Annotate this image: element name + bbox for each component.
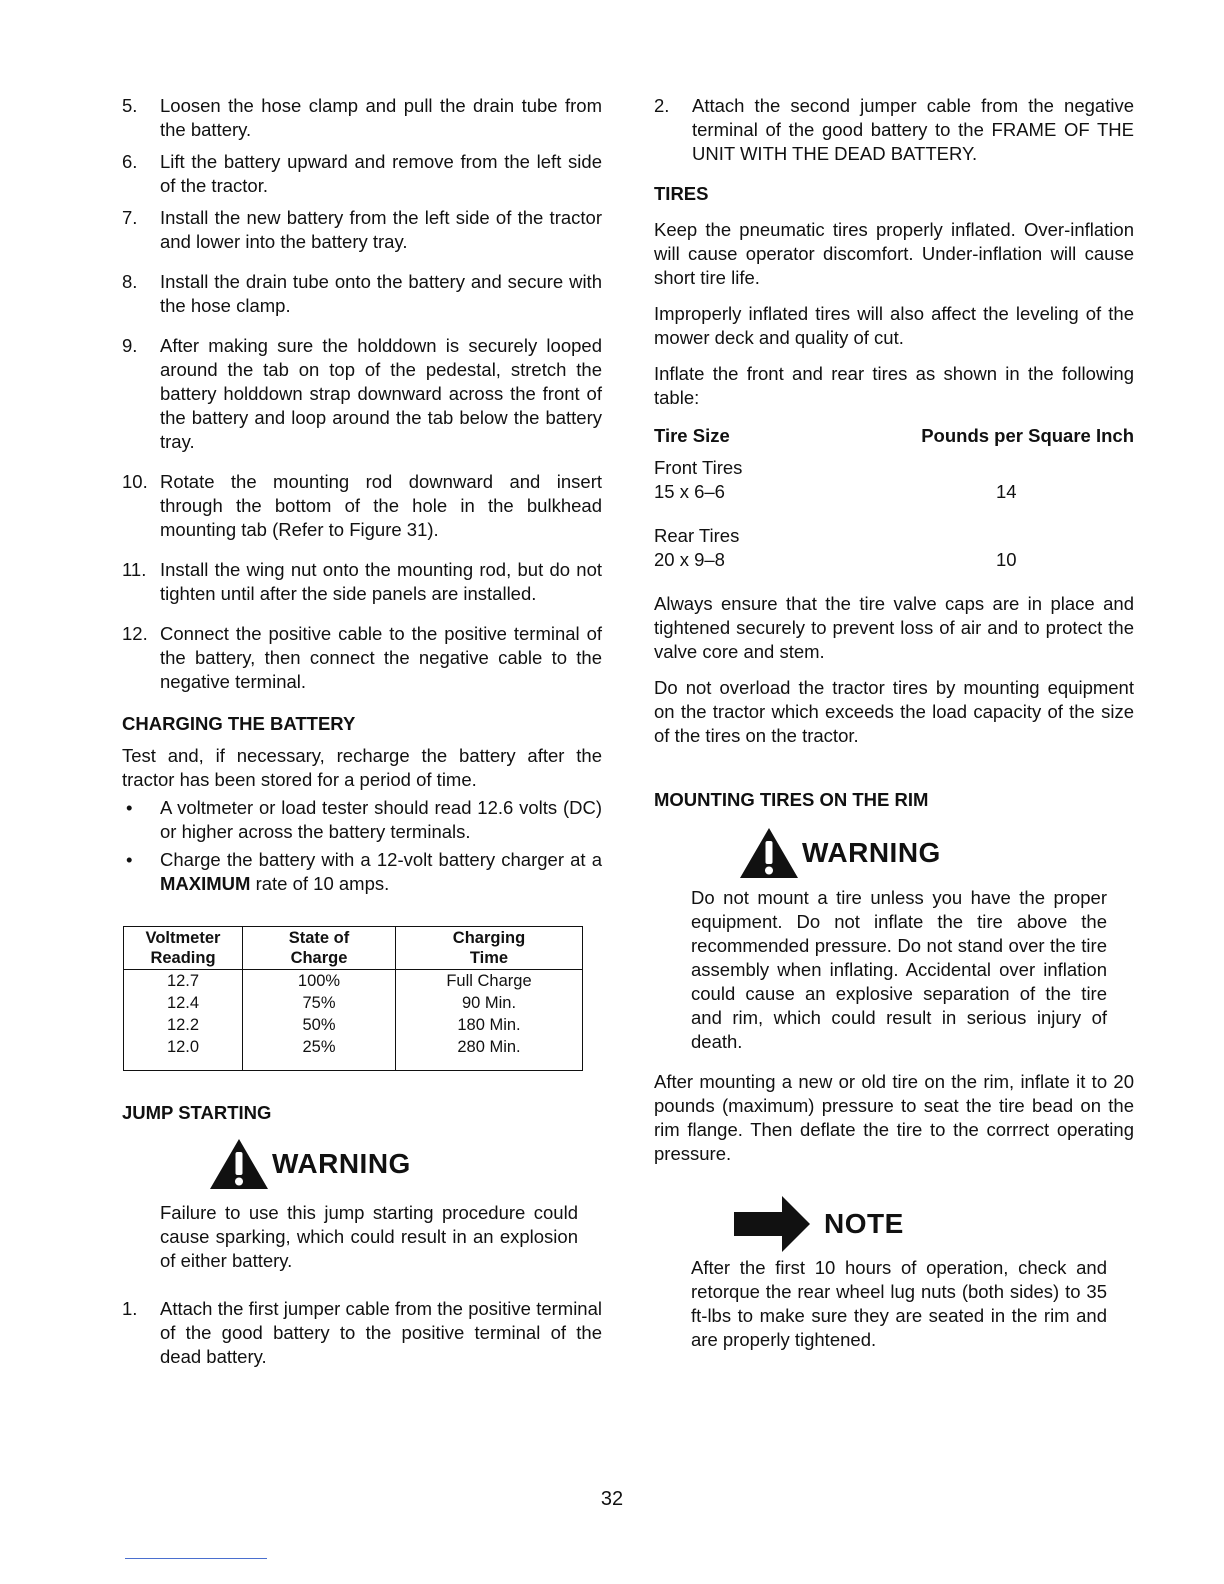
- step-number: 10.: [122, 471, 148, 492]
- list-item: [654, 94, 1134, 166]
- list-item: [122, 270, 602, 318]
- table-cell: 280 Min.: [396, 1036, 583, 1071]
- list-item: [122, 622, 602, 694]
- charging-intro: Test and, if necessary, recharge the battery after the tractor has been stored for a period of time.: [122, 745, 602, 790]
- table-header-cell: Voltmeter Reading: [124, 927, 243, 970]
- step-text: Install the drain tube onto the battery and secure with the hose clamp.: [160, 271, 602, 316]
- table-cell: 12.0: [124, 1036, 243, 1071]
- table-cell: 12.4: [124, 992, 243, 1014]
- jump-starting-heading: JUMP STARTING: [122, 1102, 272, 1123]
- rear-tire-size: 20 x 9–8: [654, 549, 725, 570]
- psi-header: Pounds per Square Inch: [921, 425, 1134, 446]
- step-text: Loosen the hose clamp and pull the drain tube from the battery.: [160, 95, 602, 140]
- step-text: After making sure the holddown is securely looped around the tab on top of the pedestal, stretch the battery holddown strap downward across the front of the battery and loop around the tab below the battery tray.: [160, 335, 602, 452]
- list-item: [122, 206, 602, 254]
- note-label: NOTE: [824, 1208, 904, 1239]
- table-row: [124, 1014, 583, 1036]
- table-row: [654, 480, 1134, 504]
- table-row: [654, 524, 1134, 548]
- warning-label: WARNING: [272, 1148, 411, 1179]
- mounting-tires-heading: MOUNTING TIRES ON THE RIM: [654, 789, 929, 810]
- bullet-icon: •: [126, 797, 133, 818]
- note-banner: [732, 1194, 1134, 1254]
- tires-paragraph: Do not overload the tractor tires by mounting equipment on the tractor which exceeds the load capacity of the size of the tires on the tractor.: [654, 677, 1134, 746]
- step-number: 2.: [654, 95, 670, 116]
- tire-pressure-table: [654, 424, 1134, 572]
- table-row: [654, 456, 1134, 480]
- warning-triangle-icon: [208, 1137, 270, 1191]
- charging-table: [123, 926, 583, 1071]
- table-row: [654, 548, 1134, 572]
- tires-paragraph: Inflate the front and rear tires as shown in the following table:: [654, 363, 1134, 408]
- rear-tires-label: Rear Tires: [654, 525, 740, 546]
- bullet-text-end: rate of 10 amps.: [250, 873, 390, 894]
- table-cell: 180 Min.: [396, 1014, 583, 1036]
- list-item: [122, 848, 602, 896]
- table-cell: Full Charge: [396, 970, 583, 993]
- rear-tire-psi: 10: [996, 549, 1017, 570]
- step-number: 11.: [122, 559, 147, 580]
- step-number: 12.: [122, 623, 148, 644]
- table-header-cell: State of Charge: [243, 927, 396, 970]
- table-header-cell: Charging Time: [396, 927, 583, 970]
- step-number: 6.: [122, 151, 138, 172]
- step-text: Rotate the mounting rod downward and insert through the bottom of the hole in the bulkhead mounting tab (Refer to Figure 31).: [160, 471, 602, 540]
- table-header-row: [124, 927, 583, 970]
- right-column: [654, 92, 1134, 1352]
- step-number: 8.: [122, 271, 138, 292]
- list-item: [122, 558, 602, 606]
- table-row: [124, 970, 583, 993]
- mounting-warning-banner: [738, 826, 1134, 880]
- table-cell: 25%: [243, 1036, 396, 1071]
- tires-paragraph: Improperly inflated tires will also affect the leveling of the mower deck and quality of cut.: [654, 303, 1134, 348]
- step-text: Install the new battery from the left side of the tractor and lower into the battery tray.: [160, 207, 602, 252]
- step-text: Attach the second jumper cable from the negative terminal of the good battery to the FRAME OF THE UNIT WITH THE DEAD BATTERY.: [692, 95, 1134, 164]
- front-tires-label: Front Tires: [654, 457, 743, 478]
- warning-triangle-icon: [738, 826, 800, 880]
- list-item: [122, 150, 602, 198]
- step-number: 5.: [122, 95, 138, 116]
- charging-heading: CHARGING THE BATTERY: [122, 713, 356, 734]
- step-text: Connect the positive cable to the positive terminal of the battery, then connect the negative cable to the negative terminal.: [160, 623, 602, 692]
- tires-paragraph: Always ensure that the tire valve caps are in place and tightened securely to prevent loss of air and to protect the valve core and stem.: [654, 593, 1134, 662]
- footer-rule: [125, 1558, 267, 1559]
- step-number: 9.: [122, 335, 138, 356]
- note-text: After the first 10 hours of operation, check and retorque the rear wheel lug nuts (both sides) to 35 ft-lbs to make sure they are seated in the rim and are properly tightened.: [691, 1257, 1107, 1350]
- step-number: 1.: [122, 1298, 138, 1319]
- list-item: [122, 1297, 602, 1369]
- warning-label: WARNING: [802, 837, 941, 868]
- left-column: [122, 92, 602, 1369]
- jump-warning-text: Failure to use this jump starting procedure could cause sparking, which could result in an explosion of either battery.: [160, 1202, 578, 1271]
- step-text: Lift the battery upward and remove from the left side of the tractor.: [160, 151, 602, 196]
- table-cell: 12.7: [124, 970, 243, 993]
- front-tire-psi: 14: [996, 481, 1017, 502]
- step-number: 7.: [122, 207, 138, 228]
- front-tire-size: 15 x 6–6: [654, 481, 725, 502]
- bullet-bold-text: MAXIMUM: [160, 873, 251, 894]
- table-cell: 75%: [243, 992, 396, 1014]
- mounting-warning-text: Do not mount a tire unless you have the proper equipment. Do not inflate the tire above the recommended pressure. Do not stand over the tire assembly when inflating. Accidental over inflation could cause an explosive separation of the tire and rim, which could result in serious injury of death.: [691, 887, 1107, 1052]
- bullet-icon: •: [126, 849, 133, 870]
- table-cell: 12.2: [124, 1014, 243, 1036]
- jump-warning-banner: [208, 1137, 602, 1191]
- table-row: [124, 1036, 583, 1071]
- table-row: [124, 992, 583, 1014]
- tires-heading: TIRES: [654, 183, 709, 204]
- step-text: Attach the first jumper cable from the positive terminal of the good battery to the positive terminal of the dead battery.: [160, 1298, 602, 1367]
- list-item: [122, 94, 602, 142]
- mounting-paragraph: After mounting a new or old tire on the rim, inflate it to 20 pounds (maximum) pressure to seat the tire bead on the rim flange. Then deflate the tire to the corrrect operating pressure.: [654, 1071, 1134, 1164]
- step-text: Install the wing nut onto the mounting rod, but do not tighten until after the side panels are installed.: [160, 559, 602, 604]
- bullet-text: A voltmeter or load tester should read 12.6 volts (DC) or higher across the battery terminals.: [160, 797, 602, 842]
- tire-table-header: [654, 424, 1134, 448]
- note-arrow-icon: [732, 1194, 812, 1254]
- list-item: [122, 796, 602, 844]
- list-item: [122, 470, 602, 542]
- bullet-text: Charge the battery with a 12-volt battery charger at a: [160, 849, 602, 870]
- tires-paragraph: Keep the pneumatic tires properly inflated. Over-inflation will cause operator discomfort. Under-inflation will cause short tire life.: [654, 219, 1134, 288]
- table-cell: 90 Min.: [396, 992, 583, 1014]
- page-number: 32: [600, 1488, 624, 1510]
- table-cell: 50%: [243, 1014, 396, 1036]
- table-cell: 100%: [243, 970, 396, 993]
- tire-size-header: Tire Size: [654, 425, 730, 446]
- list-item: [122, 334, 602, 454]
